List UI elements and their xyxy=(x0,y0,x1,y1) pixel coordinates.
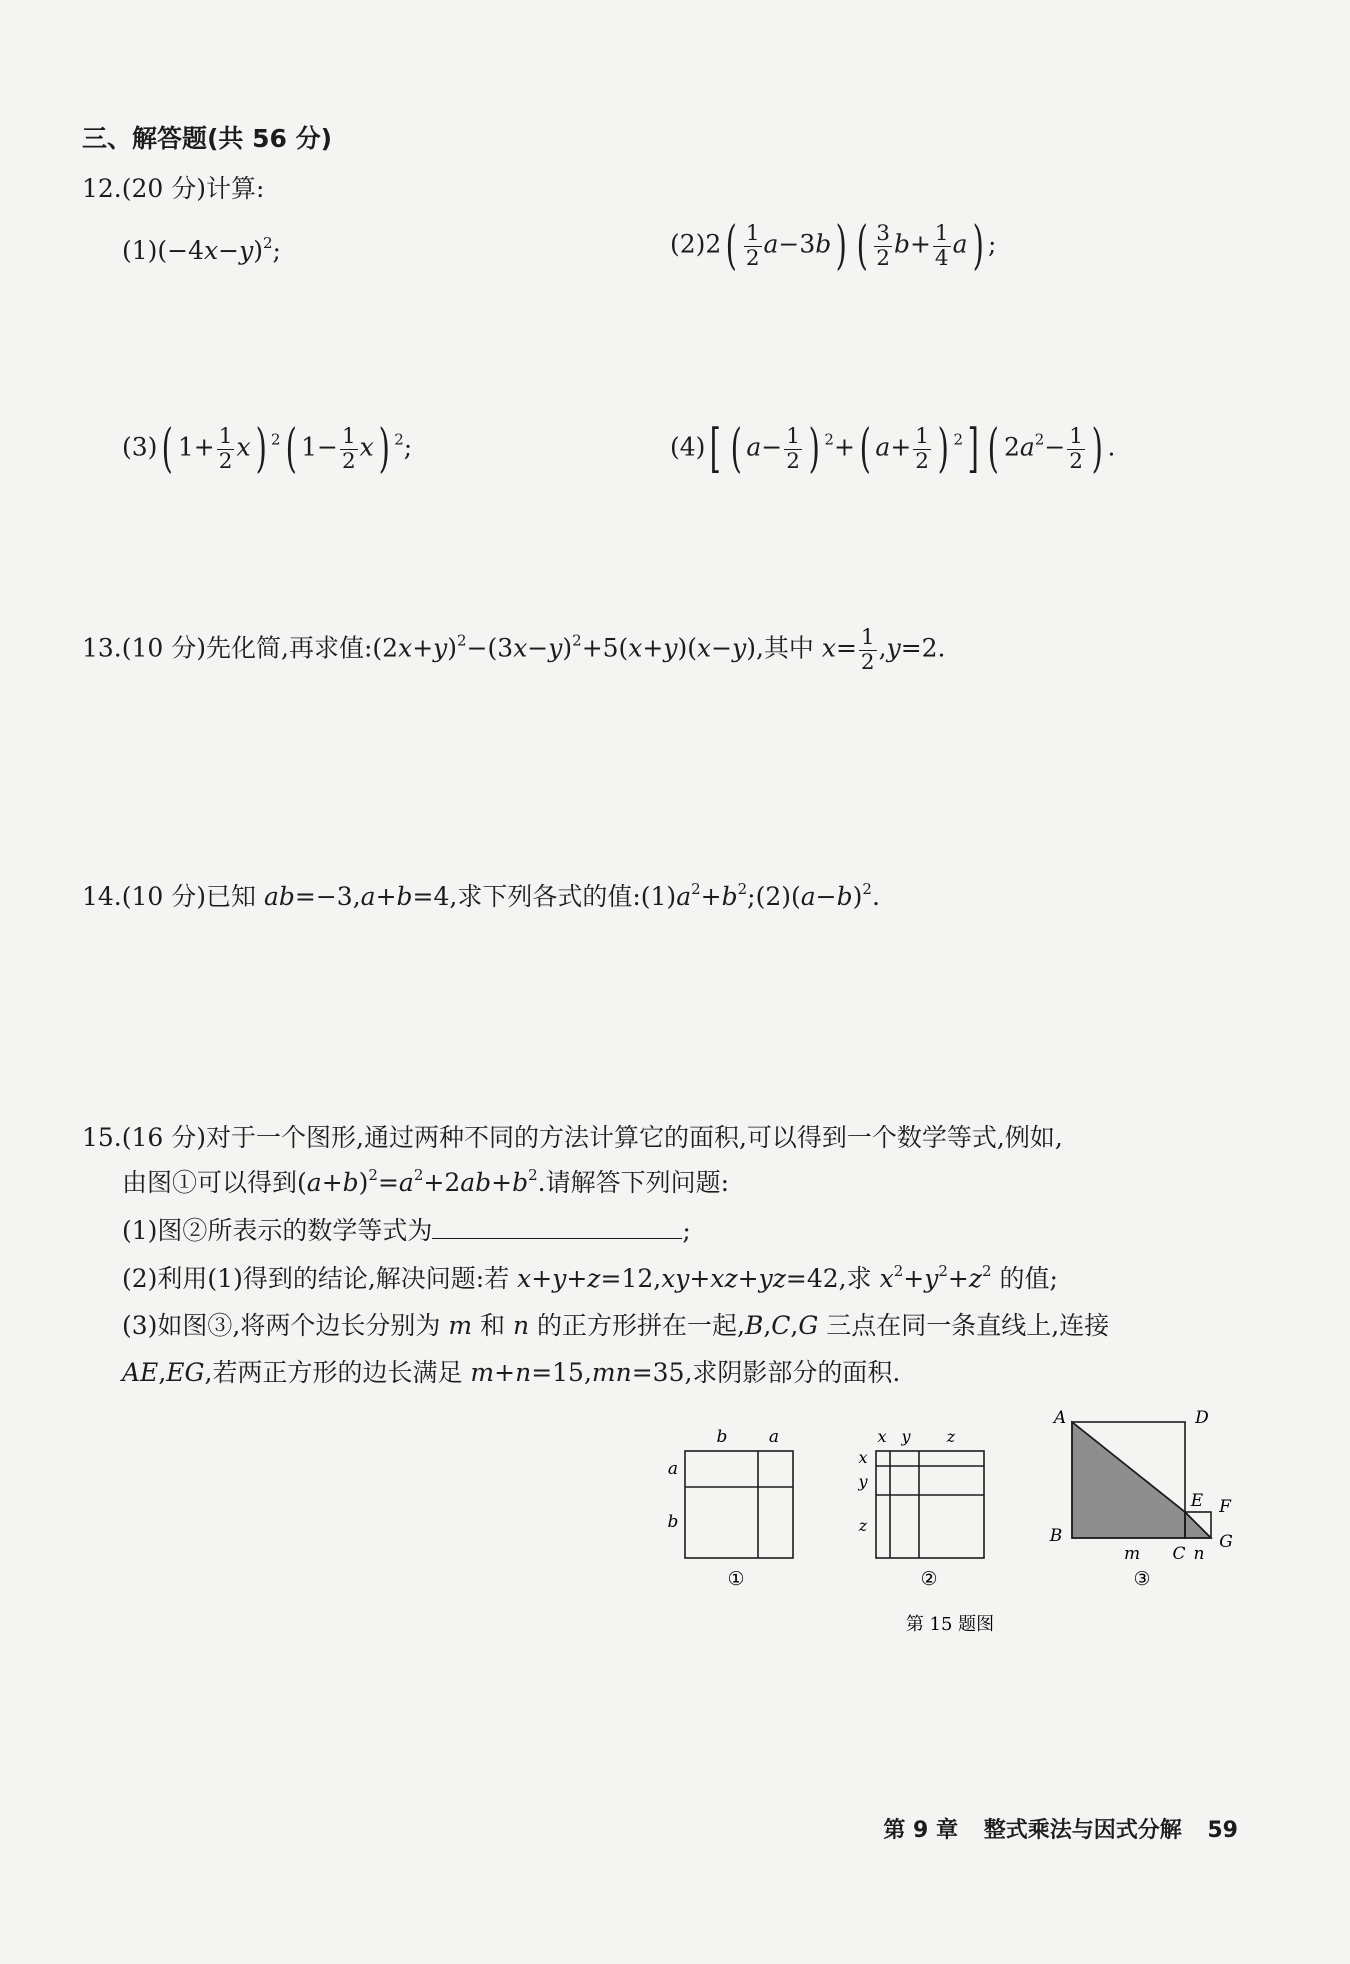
fig2-left-label: y xyxy=(858,1472,868,1491)
fig2-top-label: y xyxy=(901,1427,911,1446)
q15-part3-line2: AE,EG,若两正方形的边长满足 m+n=15,mn=35,求阴影部分的面积. xyxy=(122,1358,901,1387)
fig3-label-m: m xyxy=(1123,1544,1141,1564)
fig3-point-D: D xyxy=(1195,1408,1209,1428)
fig2-left-label: z xyxy=(858,1516,868,1535)
q12-part4: (4)[ ( a− $\frac{1}{2}$ ) $^2$+( a+ $\frac{1}{2}$ ) $^2$] ( $2a^2-$ $\frac{1}{2}$ ) . xyxy=(670,418,1116,480)
fig1-top-label: a xyxy=(768,1427,780,1447)
q12-heading: 12.(20 分)计算: xyxy=(82,174,265,203)
q12-part2: (2)2( $\frac{1}{2}$ a−3b) ( $\frac{3}{2}$ b+ $\frac{1}{4}$ a) ; xyxy=(670,215,997,277)
fig1-left-label: b xyxy=(667,1512,679,1532)
page-footer xyxy=(865,1813,1238,1844)
fig2-number: ② xyxy=(920,1568,938,1590)
q15-part3-line1: (3)如图③,将两个边长分别为 m 和 n 的正方形拼在一起,B,C,G 三点在同一条直线上,连接 xyxy=(122,1311,1110,1340)
fig2-top-label: x xyxy=(877,1427,887,1446)
fig3-label-n: n xyxy=(1193,1544,1205,1564)
fig3-point-E: E xyxy=(1190,1491,1204,1511)
q12-part3: (3)( 1+ $\frac{1}{2}$ x) $^2$( 1− $\frac{1}{2}$ x) $^2$; xyxy=(122,418,413,480)
fig1-left-label: a xyxy=(667,1459,679,1479)
q15-part1: (1)图②所表示的数学等式为 ; xyxy=(122,1216,691,1245)
fig1-top-label: b xyxy=(716,1427,728,1447)
q15-line2: 由图①可以得到$(a+b)^2=a^2+2ab+b^2$.请解答下列问题: xyxy=(122,1165,730,1197)
fig3-point-B: B xyxy=(1049,1526,1063,1546)
q12-part1: $(1)(-4x-y)^2$; xyxy=(122,233,281,265)
footer-chapter: 第 9 章 xyxy=(883,1818,959,1843)
q13-text: 13.(10 分)先化简,再求值$:(2x+y)^2-(3x-y)^2+5(x+y)(x-y)$,其中 x= $\frac{1}{2}$ ,y=2. xyxy=(82,625,946,675)
page-number: 59 xyxy=(1207,1818,1238,1843)
fig3-point-G: G xyxy=(1219,1532,1233,1552)
figure-2 xyxy=(876,1451,984,1558)
section-title: 三、解答题(共 56 分) xyxy=(82,124,333,153)
answer-blank[interactable] xyxy=(432,1218,682,1239)
q15-part2: (2)利用(1)得到的结论,解决问题:若 x+y+z=12,xy+xz+yz=42,求 $x^2+y^2+z^2$ 的值; xyxy=(122,1261,1058,1293)
footer-title: 整式乘法与因式分解 xyxy=(983,1818,1182,1843)
fig2-left-label: x xyxy=(858,1448,868,1467)
fig3-number: ③ xyxy=(1133,1568,1151,1590)
q15-heading: 15.(16 分)对于一个图形,通过两种不同的方法计算它的面积,可以得到一个数学等式,例如, xyxy=(82,1123,1063,1152)
figure-caption: 第 15 题图 xyxy=(905,1614,995,1635)
figure-15 xyxy=(650,1400,1270,1660)
fig3-point-A: A xyxy=(1053,1408,1067,1428)
fig3-point-C: C xyxy=(1172,1544,1186,1564)
fig3-point-F: F xyxy=(1219,1497,1231,1517)
q14-text: 14.(10 分)已知 ab=−3,a+b=4,求下列各式的值$:(1)a^2+b^2;(2)(a-b)^2$. xyxy=(82,879,880,911)
figure-3 xyxy=(1072,1422,1211,1538)
fig2-top-label: z xyxy=(946,1427,956,1446)
fig1-number: ① xyxy=(727,1568,745,1590)
figure-1 xyxy=(685,1451,793,1558)
